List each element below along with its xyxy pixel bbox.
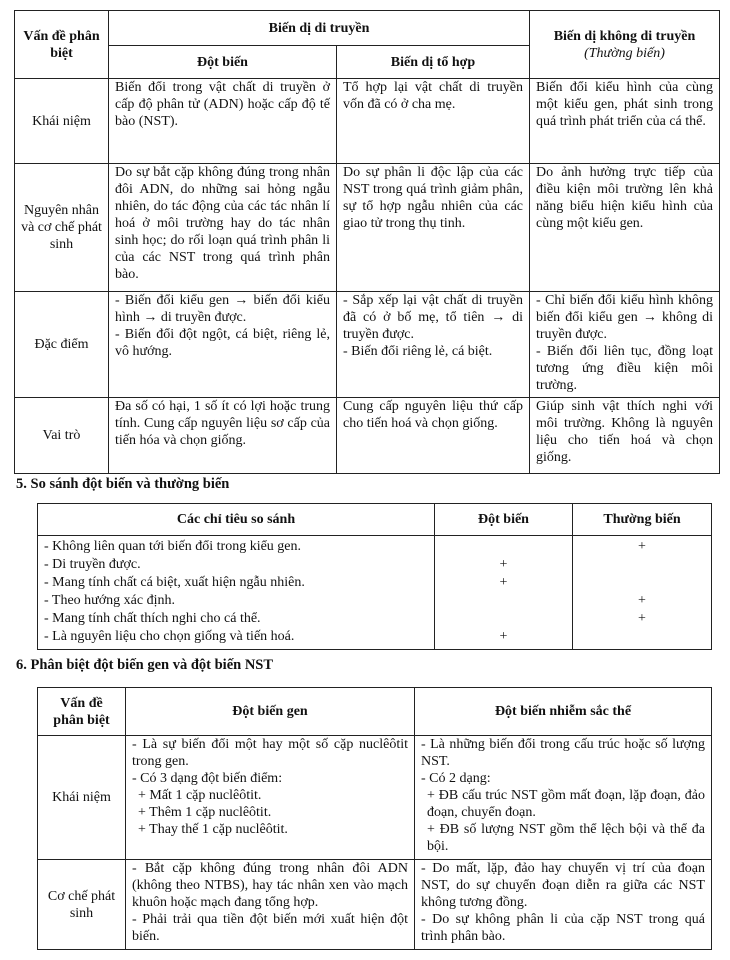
modification-header: Thường biến [573,504,712,536]
gene-vs-chromosome-mutation-table [37,687,712,950]
mutation-cell: Đa số có hại, 1 số ít có lợi hoặc trung tính. Cung cấp nguyên liệu sơ cấp của tiến hóa và chọn giống. [109,398,337,474]
modification-mark: + [638,593,646,608]
row-label: Khái niệm [38,736,126,860]
recombination-cell: Tổ hợp lại vật chất di truyền vốn đã có ở cha mẹ. [337,79,530,164]
table-row [15,398,720,474]
section6-title: 6. Phân biệt đột biến gen và đột biến NST [16,657,274,673]
chromosome-subpoint: + ĐB số lượng NST gồm thể lệch bội và thể đa bội. [427,822,705,854]
recombination-point: - Sắp xếp lại vật chất di truyền đã có ở bố mẹ, tổ tiên → di truyền được. [343,293,523,342]
table-row [38,736,712,860]
section5-title: 5. So sánh đột biến và thường biến [16,476,230,492]
modification-marks [573,536,712,650]
mutation-point: - Biến đổi kiểu gen → biến đổi kiểu hình → di truyền được. [115,293,330,325]
gene-subpoint: + Thay thế 1 cặp nuclêôtit. [138,822,288,837]
nonheritable-cell: Do ảnh hưởng trực tiếp của điều kiện môi trường lên khả năng biểu hiện kiểu hình của cùng một kiểu gen. [530,164,720,292]
mutation-cell: Biến đổi trong vật chất di truyền ở cấp độ phân tử (ADN) hoặc cấp độ tế bào (NST). [109,79,337,164]
gene-subpoint: + Mất 1 cặp nuclêôtit. [138,788,262,803]
row-label: Nguyên nhân và cơ chế phát sinh [15,164,109,292]
nonheritable-header-title: Biến dị không di truyền [553,28,696,44]
variation-comparison-table [14,10,720,474]
recombination-cell: Cung cấp nguyên liệu thứ cấp cho tiến hoá và chọn giống. [337,398,530,474]
gene-cell [126,736,415,860]
chromosome-mutation-header: Đột biến nhiễm sắc thể [415,688,712,736]
nonheritable-cell [530,292,720,398]
recombination-header: Biến dị tổ hợp [337,46,530,79]
table-row [15,164,720,292]
modification-mark [579,628,705,646]
criterion: - Di truyền được. [44,557,141,572]
modification-mark: + [638,611,646,626]
gene-mutation-header: Đột biến gen [126,688,415,736]
mutation-mark: + [499,557,508,572]
recombination-cell [337,292,530,398]
row-label: Vai trò [15,398,109,474]
nonheritable-point: - Biến đổi liên tục, đồng loạt tương ứng điều kiện môi trường. [536,344,713,393]
nonheritable-cell: Giúp sinh vật thích nghi với môi trường. Không là nguyên liệu cho tiến hoá và chọn giống. [530,398,720,474]
mutation-mark: + [499,629,508,644]
gene-point: - Có 3 dạng đột biến điểm: [132,771,283,786]
gene-point: - Là sự biến đổi một hay một số cặp nuclêôtit trong gen. [132,737,408,769]
table5-header-row [38,504,712,536]
row-label: Khái niệm [15,79,109,164]
gene-subpoint: + Thêm 1 cặp nuclêôtit. [138,805,272,820]
chromosome-point: - Do sự không phân li của cặp NST trong quá trình phân bào. [421,912,705,944]
mutation-mark [441,610,566,628]
nonheritable-cell: Biến đổi kiểu hình của cùng một kiểu gen, phát sinh trong quá trình phát triển của cá thể. [530,79,720,164]
mutation-header: Đột biến [435,504,573,536]
modification-mark [579,574,705,592]
modification-mark [579,556,705,574]
gene-point: - Bắt cặp không đúng trong nhân đôi ADN (không theo NTBS), hay tác nhân xen vào mạch khuôn hoặc mạch đang tổng hợp. [132,861,408,910]
table5-body [38,536,712,650]
table-row [15,292,720,398]
mutation-cell [109,292,337,398]
mutation-mark [441,592,566,610]
table-row [15,79,720,164]
nonheritable-point: - Chỉ biến đổi kiểu hình không biến đổi kiểu gen → không di truyền được. [536,293,713,342]
criterion: - Không liên quan tới biến đổi trong kiểu gen. [44,539,302,554]
mutation-mark: + [499,575,508,590]
issue-header: Vấn đề phân biệt [15,11,109,79]
criterion: - Là nguyên liệu cho chọn giống và tiến hoá. [44,629,295,644]
gene-cell [126,860,415,950]
chromosome-subpoint: + ĐB cấu trúc NST gồm mất đoạn, lặp đoạn, đảo đoạn, chuyển đoạn. [427,788,705,820]
criteria-list [38,536,435,650]
row-label: Cơ chế phát sinh [38,860,126,950]
table-row [38,860,712,950]
nonheritable-header-subtitle: (Thường biến) [584,45,665,61]
gene-point: - Phải trải qua tiền đột biến mới xuất hiện đột biến. [132,912,408,944]
nonheritable-header [530,11,720,79]
mutation-header: Đột biến [109,46,337,79]
chromosome-point: - Có 2 dạng: [421,771,491,786]
criterion: - Mang tính chất cá biệt, xuất hiện ngẫu nhiên. [44,575,305,590]
modification-mark: + [638,539,646,554]
chromosome-cell [415,860,712,950]
row-label: Đặc điểm [15,292,109,398]
criterion: - Mang tính chất thích nghi cho cá thể. [44,611,261,626]
mutation-marks [435,536,573,650]
mutation-vs-modification-table [37,503,712,650]
chromosome-cell [415,736,712,860]
table1-header-row-1 [15,11,720,46]
mutation-mark [441,538,566,556]
criteria-header: Các chỉ tiêu so sánh [38,504,435,536]
recombination-point: - Biến đổi riêng lẻ, cá biệt. [343,344,493,359]
chromosome-point: - Là những biến đổi trong cấu trúc hoặc số lượng NST. [421,737,705,769]
mutation-cell: Do sự bắt cặp không đúng trong nhân đôi ADN, do những sai hỏng ngẫu nhiên, do tác động của các tác nhân lí hoá ở môi trường hay do tác nhân sinh học; do rối loạn quá trình phân li của các NST trong quá trình phân bào. [109,164,337,292]
issue-header: Vấn đề phân biệt [38,688,126,736]
mutation-point: - Biến đổi đột ngột, cá biệt, riêng lẻ, vô hướng. [115,327,330,359]
table6-header-row [38,688,712,736]
recombination-cell: Do sự phân li độc lập của các NST trong quá trình giảm phân, sự tổ hợp ngẫu nhiên của các giao tử trong thụ tinh. [337,164,530,292]
criterion: - Theo hướng xác định. [44,593,175,608]
heritable-header: Biến dị di truyền [109,11,530,46]
chromosome-point: - Do mất, lặp, đảo hay chuyển vị trí của đoạn NST, do sự chuyển đoạn diễn ra giữa các NST không tương đồng. [421,861,705,910]
